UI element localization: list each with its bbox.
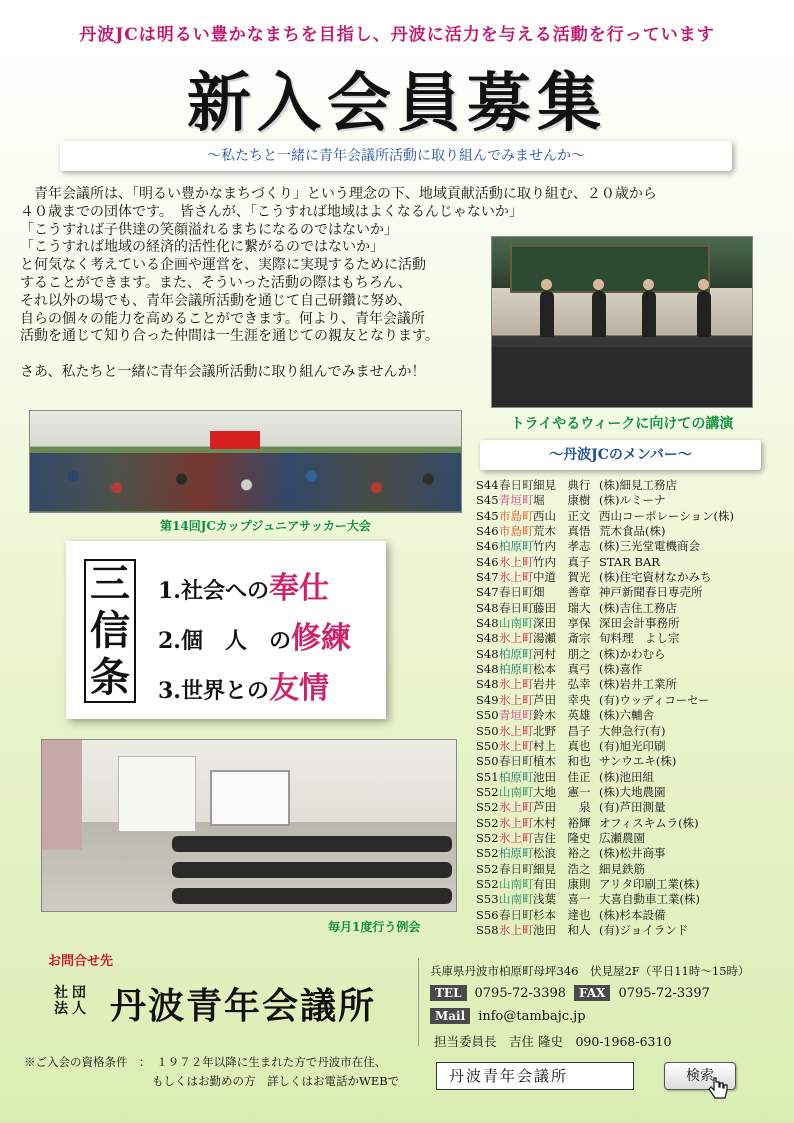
- member-name: 深田 享保: [533, 616, 591, 631]
- member-row: [476, 754, 776, 769]
- member-town: 春日町: [499, 585, 534, 600]
- member-town: 春日町: [499, 907, 534, 922]
- members-title: ～丹波JCのメンバー～: [480, 440, 761, 470]
- member-row: [476, 739, 776, 754]
- member-row: [476, 616, 776, 631]
- member-name: 松本 真弓: [533, 662, 591, 677]
- member-company: 荒木食品(株): [599, 524, 666, 539]
- member-name: 荒木 真悟: [533, 524, 591, 539]
- member-year: S50: [476, 738, 499, 753]
- member-name: 細見 典行: [533, 478, 591, 492]
- member-year: S52: [476, 784, 499, 799]
- member-row: [476, 493, 776, 508]
- member-name: 鈴木 英雄: [533, 708, 591, 723]
- member-name: 松浪 裕之: [533, 846, 591, 861]
- member-company: (株)住宅資材なかみち: [599, 570, 712, 585]
- member-row: [476, 677, 776, 692]
- member-town: 氷上町: [499, 554, 534, 569]
- staff-contact: 担当委員長 吉住 隆史 090-1968-6310: [434, 1034, 672, 1049]
- member-company: (株)池田組: [599, 769, 654, 784]
- member-year: S48: [476, 600, 499, 615]
- intro-text: [20, 186, 657, 382]
- member-row: [476, 662, 776, 677]
- member-year: S50: [476, 754, 499, 769]
- member-town: 春日町: [499, 600, 534, 615]
- member-row: [476, 908, 776, 923]
- contact-label: お問合せ先: [48, 954, 114, 969]
- member-name: 大地 憲一: [533, 784, 591, 799]
- member-name: 池田 和人: [533, 922, 591, 937]
- org-name: 丹波青年会議所: [110, 985, 377, 1027]
- member-town: 山南町: [499, 784, 534, 799]
- subtitle-banner: ～私たちと一緒に青年会議所活動に取り組んでみませんか～: [60, 141, 732, 171]
- mail-label: Mail: [430, 1008, 470, 1024]
- intro-line: 活動を通じて知り合った仲間は一生涯を通じての親友となります。: [20, 328, 439, 345]
- member-row: [476, 770, 776, 785]
- member-row: [476, 524, 776, 539]
- member-town: 氷上町: [499, 570, 534, 585]
- member-row: [476, 478, 776, 493]
- member-year: S48: [476, 662, 499, 677]
- tel-label: TEL: [430, 985, 467, 1001]
- member-row: [476, 509, 776, 524]
- member-company: (株)大地農園: [599, 784, 666, 799]
- member-year: S45: [476, 493, 499, 508]
- member-name: 北野 昌子: [533, 723, 591, 738]
- member-year: S52: [476, 830, 499, 845]
- member-company: 深田会計事務所: [599, 616, 680, 631]
- soccer-caption: 第14回JCカップジュニアサッカー大会: [160, 519, 371, 533]
- member-year: S52: [476, 800, 499, 815]
- member-town: 青垣町: [499, 493, 534, 508]
- member-name: 堀 康樹: [533, 493, 591, 508]
- member-town: 氷上町: [499, 631, 534, 646]
- intro-line: ４０歳までの団体です。 皆さんが、「こうすれば地域はよくなるんじゃないか」: [20, 203, 523, 220]
- member-name: 畑 善章: [533, 585, 591, 600]
- member-company: 大伸急行(有): [599, 723, 666, 738]
- member-row: [476, 708, 776, 723]
- member-year: S45: [476, 508, 499, 523]
- member-company: (株)松井商事: [599, 846, 666, 861]
- member-row: [476, 601, 776, 616]
- search-button[interactable]: 検索: [664, 1062, 736, 1090]
- member-row: [476, 647, 776, 662]
- member-year: S52: [476, 815, 499, 830]
- member-company: (有)ウッディコーセー: [599, 692, 710, 707]
- members-list: [476, 478, 776, 938]
- intro-line: 「こうすれば地域の経済的活性化に繋がるのではないか」: [20, 239, 384, 256]
- meeting-caption: 毎月1度行う例会: [328, 920, 421, 934]
- member-town: 柏原町: [499, 769, 534, 784]
- member-town: 山南町: [499, 892, 534, 907]
- fax-label: FAX: [574, 985, 610, 1001]
- divider: [418, 958, 419, 1046]
- member-town: 氷上町: [499, 922, 534, 937]
- member-town: 氷上町: [499, 800, 534, 815]
- member-company: オフィスキムラ(株): [599, 815, 699, 830]
- member-town: 柏原町: [499, 539, 534, 554]
- creed-item: 3.世界との友情: [158, 671, 329, 706]
- creed-title: 三 信 条: [84, 559, 136, 703]
- member-row: [476, 693, 776, 708]
- member-town: 氷上町: [499, 738, 534, 753]
- member-row: [476, 585, 776, 600]
- intro-line: 自らの個々の能力を高めることができます。何より、青年会議所: [20, 310, 425, 327]
- member-company: (株)岩井工業所: [599, 677, 677, 692]
- member-year: S51: [476, 769, 499, 784]
- member-name: 岩井 弘幸: [533, 677, 591, 692]
- intro-line: 青年会議所は、「明るい豊かなまちづくり」という理念の下、地域貢献活動に取り組む、２０歳から: [20, 186, 657, 202]
- member-year: S50: [476, 708, 499, 723]
- member-company: STAR BAR: [599, 554, 660, 569]
- intro-line: と何気なく考えている企画や運営を、実際に実現するために活動: [20, 257, 426, 274]
- creed-item: 2.個 人 の修練: [158, 621, 351, 656]
- member-company: (株)喜作: [599, 662, 643, 677]
- member-company: (株)六輔舎: [599, 708, 654, 723]
- member-town: 柏原町: [499, 646, 534, 661]
- member-town: 山南町: [499, 876, 534, 891]
- member-town: 春日町: [499, 478, 534, 492]
- member-town: 青垣町: [499, 708, 534, 723]
- membership-conditions: ※ご入会の資格条件 ： １９７２年以降に生まれた方で丹波市在住、 もしくはお勤めの方 詳しくはお電話かWEBで: [24, 1055, 400, 1088]
- member-town: 柏原町: [499, 846, 534, 861]
- member-company: 細見鉄筋: [599, 861, 645, 876]
- member-company: 大喜自動車工業(株): [599, 892, 700, 907]
- member-name: 芦田 泉: [533, 800, 591, 815]
- member-year: S47: [476, 585, 499, 600]
- member-company: 旬料理 よし宗: [599, 631, 680, 646]
- member-name: 河村 朋之: [533, 646, 591, 661]
- member-company: 広瀬農園: [599, 830, 645, 845]
- member-company: 神戸新聞春日専売所: [599, 585, 703, 600]
- member-row: [476, 923, 776, 938]
- phone-row: [430, 985, 710, 1001]
- member-year: S52: [476, 861, 499, 876]
- member-year: S46: [476, 524, 499, 539]
- member-name: 浅葉 喜一: [533, 892, 591, 907]
- mail-row: [430, 1008, 586, 1024]
- member-row: [476, 877, 776, 892]
- member-company: (有)ジョイランド: [599, 922, 689, 937]
- member-name: 藤田 瑞大: [533, 600, 591, 615]
- member-name: 中道 賀光: [533, 570, 591, 585]
- member-name: 湯瀬 斎宗: [533, 631, 591, 646]
- member-town: 春日町: [499, 754, 534, 769]
- member-name: 竹内 真子: [533, 554, 591, 569]
- page-title: 新入会員募集: [187, 66, 607, 141]
- member-company: サンウエキ(株): [599, 754, 677, 769]
- address: 兵庫県丹波市柏原町母坪346 伏見屋2F（平日11時～15時）: [430, 964, 750, 978]
- cursor-icon: [708, 1076, 730, 1100]
- member-town: 氷上町: [499, 692, 534, 707]
- member-company: (株)細見工務店: [599, 478, 677, 492]
- member-company: 西山コーポレーション(株): [599, 508, 735, 523]
- intro-line: 「こうすれば子供達の笑顔溢れるまちになるのではないか」: [20, 221, 398, 238]
- member-row: [476, 831, 776, 846]
- member-company: (有)芦田測量: [599, 800, 666, 815]
- member-year: S52: [476, 846, 499, 861]
- member-company: (有)旭光印刷: [599, 738, 666, 753]
- member-company: (株)かわむら: [599, 646, 666, 661]
- intro-line: それ以外の場でも、青年会議所活動を通じて自己研鑽に努め、: [20, 292, 412, 309]
- member-company: アリタ印刷工業(株): [599, 876, 700, 891]
- intro-line: することができます。また、そういった活動の際はもちろん、: [20, 274, 412, 291]
- member-year: S52: [476, 876, 499, 891]
- member-year: S48: [476, 646, 499, 661]
- member-company: (株)杉本設備: [599, 907, 666, 922]
- member-name: 芦田 幸央: [533, 692, 591, 707]
- member-year: S48: [476, 677, 499, 692]
- member-row: [476, 862, 776, 877]
- member-name: 植木 和也: [533, 754, 591, 769]
- soccer-photo: [29, 410, 462, 513]
- member-name: 木村 裕輝: [533, 815, 591, 830]
- member-company: (株)三光堂電機商会: [599, 539, 700, 554]
- member-name: 有田 康則: [533, 876, 591, 891]
- member-town: 氷上町: [499, 815, 534, 830]
- member-company: (株)吉住工務店: [599, 600, 677, 615]
- member-town: 市島町: [499, 508, 534, 523]
- member-year: S48: [476, 616, 499, 631]
- mail-address[interactable]: info@tambajc.jp: [478, 1008, 586, 1024]
- top-slogan: 丹波JCは明るい豊かなまちを目指し、丹波に活力を与える活動を行っています: [79, 25, 715, 45]
- member-row: [476, 846, 776, 861]
- member-row: [476, 631, 776, 646]
- member-year: S58: [476, 922, 499, 937]
- member-row: [476, 570, 776, 585]
- intro-closing: さあ、私たちと一緒に青年会議所活動に取り組んでみませんか！: [20, 364, 426, 381]
- member-year: S44: [476, 478, 499, 492]
- member-row: [476, 724, 776, 739]
- meeting-photo: [41, 739, 457, 912]
- tel-number: 0795-72-3398: [474, 985, 567, 1001]
- creed-box: [66, 541, 386, 719]
- member-name: 村上 真也: [533, 738, 591, 753]
- member-row: [476, 892, 776, 907]
- member-name: 池田 佳正: [533, 769, 591, 784]
- lecture-caption: トライやるウィークに向けての講演: [510, 416, 734, 432]
- lecture-photo: [491, 236, 753, 408]
- member-name: 細見 浩之: [533, 861, 591, 876]
- search-input[interactable]: 丹波青年会議所: [436, 1062, 634, 1090]
- member-town: 氷上町: [499, 830, 534, 845]
- member-name: 西山 正文: [533, 508, 591, 523]
- member-year: S50: [476, 723, 499, 738]
- member-year: S47: [476, 570, 499, 585]
- creed-item: 1.社会への奉仕: [158, 571, 329, 606]
- member-town: 氷上町: [499, 723, 534, 738]
- member-row: [476, 555, 776, 570]
- fax-number: 0795-72-3397: [618, 985, 710, 1001]
- member-town: 柏原町: [499, 662, 534, 677]
- member-year: S49: [476, 692, 499, 707]
- member-town: 春日町: [499, 861, 534, 876]
- member-row: [476, 816, 776, 831]
- member-year: S46: [476, 554, 499, 569]
- member-year: S56: [476, 907, 499, 922]
- member-row: [476, 539, 776, 554]
- member-year: S48: [476, 631, 499, 646]
- org-type: 社団法人: [54, 985, 90, 1017]
- member-town: 市島町: [499, 524, 534, 539]
- member-town: 氷上町: [499, 677, 534, 692]
- member-name: 吉住 隆史: [533, 830, 591, 845]
- member-town: 山南町: [499, 616, 534, 631]
- member-row: [476, 800, 776, 815]
- member-company: (株)ルミーナ: [599, 493, 666, 508]
- member-year: S53: [476, 892, 499, 907]
- member-row: [476, 785, 776, 800]
- member-year: S46: [476, 539, 499, 554]
- member-name: 竹内 孝志: [533, 539, 591, 554]
- member-name: 杉本 達也: [533, 907, 591, 922]
